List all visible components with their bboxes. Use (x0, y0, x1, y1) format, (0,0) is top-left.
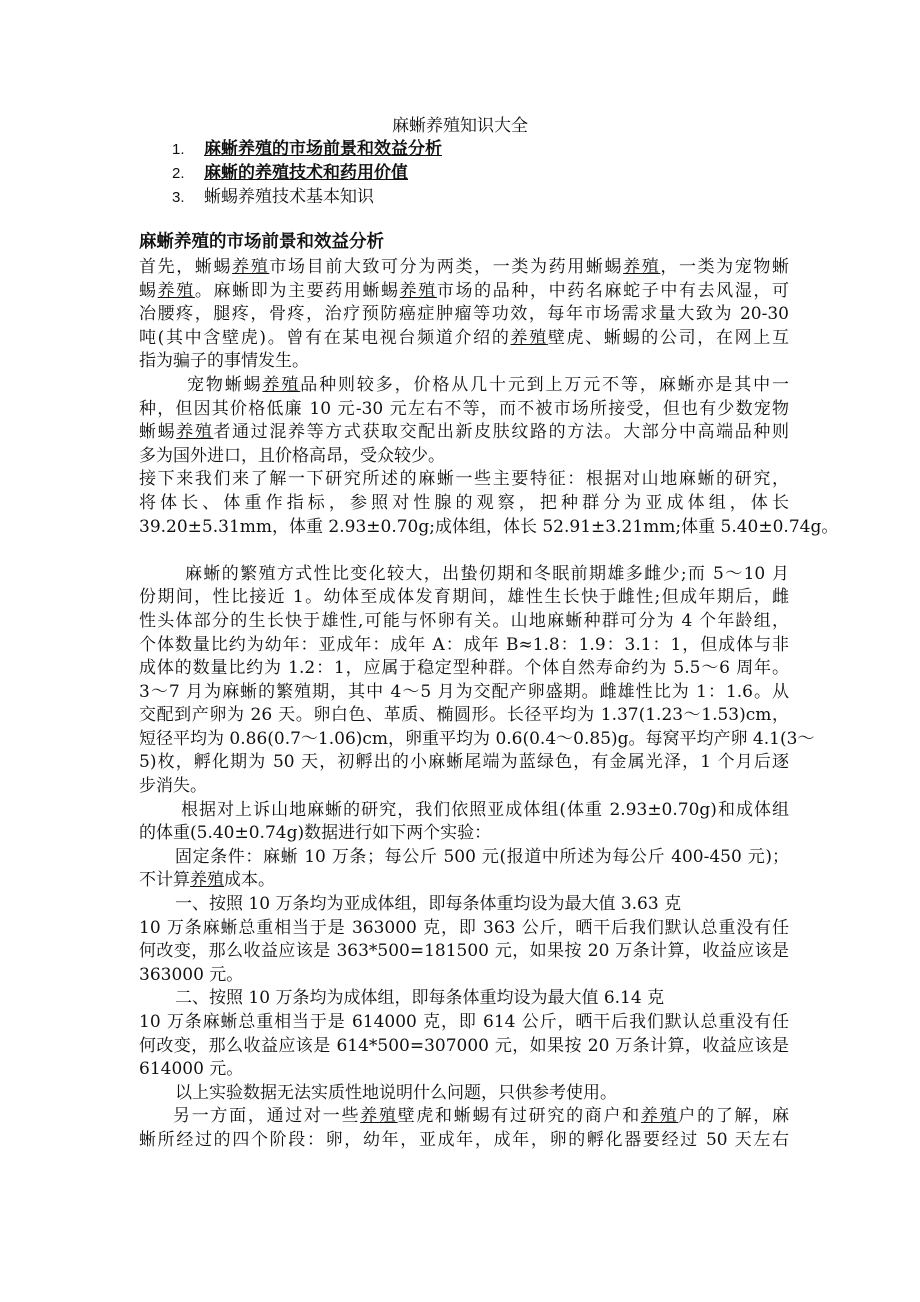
toc-item[interactable] (172, 161, 442, 185)
toc-link[interactable]: 麻蜥养殖的市场前景和效益分析 (204, 139, 442, 159)
text-line: 份期间，性比接近 1。幼体至成体发育期间，雄性生长快于雌性;但成年期后，雌 (139, 587, 789, 608)
toc-number: 2. (172, 165, 185, 182)
text-line: 3～7 月为麻蜥的繁殖期，其中 4～5 月为交配产卵盛期。雌雄性比为 1：1.6。从 (139, 681, 789, 702)
text-line: 多为国外进口，且价格高昂，受众较少。 (139, 445, 445, 466)
text-line: 接下来我们来了解一下研究所述的麻蜥一些主要特征：根据对山地麻蜥的研究， (139, 469, 789, 490)
text-line: 蜥所经过的四个阶段：卵，幼年，亚成年，成年，卵的孵化器要经过 50 天左右 (139, 1129, 789, 1150)
text-line: 二、按照 10 万条均为成体组，即每条体重均设为最大值 6.14 克 (175, 988, 665, 1009)
document-body (139, 256, 839, 1153)
document-title: 麻蜥养殖知识大全 (392, 116, 528, 136)
text-line: 首先，蜥蜴养殖市场目前大致可分为两类，一类为药用蜥蜴养殖，一类为宠物蜥 (139, 257, 790, 277)
paragraph-gap (139, 539, 789, 563)
text-line: 成体的数量比约为 1.2：1，应属于稳定型种群。个体自然寿命约为 5.5～6 周年。 (139, 658, 789, 679)
text-line: 的体重(5.40±0.74g)数据进行如下两个实验： (139, 823, 492, 844)
text-line: 614000 元。 (139, 1059, 244, 1080)
text-line: 步消失。 (139, 776, 207, 797)
table-of-contents (172, 137, 442, 209)
text-line: 以上实验数据无法实质性地说明什么问题，只供参考使用。 (175, 1082, 617, 1103)
text-line: 另一方面，通过对一些养殖壁虎和蜥蜴有过研究的商户和养殖户的了解，麻 (173, 1106, 789, 1127)
text-line: 固定条件：麻蜥 10 万条；每公斤 500 元(报道中所述为每公斤 400-450 元)； (175, 846, 789, 867)
text-line: 10 万条麻蜥总重相当于是 363000 克，即 363 公斤，晒干后我们默认总重没有任 (139, 917, 789, 938)
text-line: 10 万条麻蜥总重相当于是 614000 克，即 614 公斤，晒干后我们默认总重没有任 (139, 1012, 789, 1032)
section-heading: 麻蜥养殖的市场前景和效益分析 (139, 232, 384, 252)
text-line: 指为骗子的事情发生。 (139, 351, 309, 372)
text-line: 不计算养殖成本。 (139, 870, 275, 891)
text-line: 短径平均为 0.86(0.7～1.06)cm，卵重平均为 0.6(0.4～0.85)g。每窝平均产卵 4.1(3～ (139, 728, 815, 749)
toc-number: 3. (172, 189, 185, 206)
text-line: 蜴养殖。麻蜥即为主要药用蜥蜴养殖市场的品种，中药名麻蛇子中有去风湿，可 (139, 280, 790, 301)
toc-number: 1. (172, 141, 185, 158)
text-line: 蜥蜴养殖者通过混养等方式获取交配出新皮肤纹路的方法。大部分中高端品种则 (139, 422, 790, 443)
text-line: 麻蜥的繁殖方式性比变化较大，出蛰仞期和冬眠前期雄多雌少;而 5～10 月 (185, 563, 789, 584)
text-line: 根据对上诉山地麻蜥的研究，我们依照亚成体组(体重 2.93±0.70g)和成体组 (181, 799, 789, 820)
text-line: 宠物蜥蜴养殖品种则较多，价格从几十元到上万元不等，麻蜥亦是其中一 (187, 374, 790, 395)
text-line: 冶腰疼，腿疼，骨疼，治疗预防癌症肿瘤等功效，每年市场需求量大致为 20-30 (139, 304, 789, 325)
text-line: 个体数量比约为幼年：亚成年：成年 A：成年 B≈1.8：1.9：3.1：1，但成体与非 (139, 634, 789, 655)
text-line: 何改变，那么收益应该是 614*500=307000 元，如果按 20 万条计算，收益应该是 (139, 1035, 789, 1056)
toc-text: 蜥蜴养殖技术基本知识 (204, 187, 374, 207)
text-line: 种，但因其价格低廉 10 元-30 元左右不等，而不被市场所接受，但也有少数宠物 (139, 398, 789, 419)
text-line: 性头体部分的生长快于雄性,可能与怀卵有关。山地麻蜥种群可分为 4 个年龄组， (139, 610, 789, 631)
text-line: 将体长、体重作指标，参照对性腺的观察，把种群分为亚成体组，体长 (139, 492, 789, 513)
text-line: 何改变，那么收益应该是 363*500=181500 元，如果按 20 万条计算，收益应该是 (139, 941, 789, 962)
toc-item (172, 185, 442, 209)
text-line: 交配到产卵为 26 天。卵白色、革质、椭圆形。长径平均为 1.37(1.23～1.53)cm， (139, 705, 789, 726)
text-line: 一、按照 10 万条均为亚成体组，即每条体重均设为最大值 3.63 克 (175, 894, 682, 915)
toc-link[interactable]: 麻蜥的养殖技术和药用价值 (204, 163, 408, 183)
text-line: 39.20±5.31mm，体重 2.93±0.70g;成体组，体长 52.91±3.21mm;体重 5.40±0.74g。 (139, 516, 839, 537)
text-line: 363000 元。 (139, 964, 244, 985)
text-line: 5)枚，孵化期为 50 天，初孵出的小麻蜥尾端为蓝绿色，有金属光泽，1 个月后逐 (139, 752, 789, 773)
toc-item[interactable] (172, 137, 442, 161)
text-line: 吨(其中含壁虎)。曾有在某电视台频道介绍的养殖壁虎、蜥蜴的公司，在网上互 (139, 327, 790, 348)
